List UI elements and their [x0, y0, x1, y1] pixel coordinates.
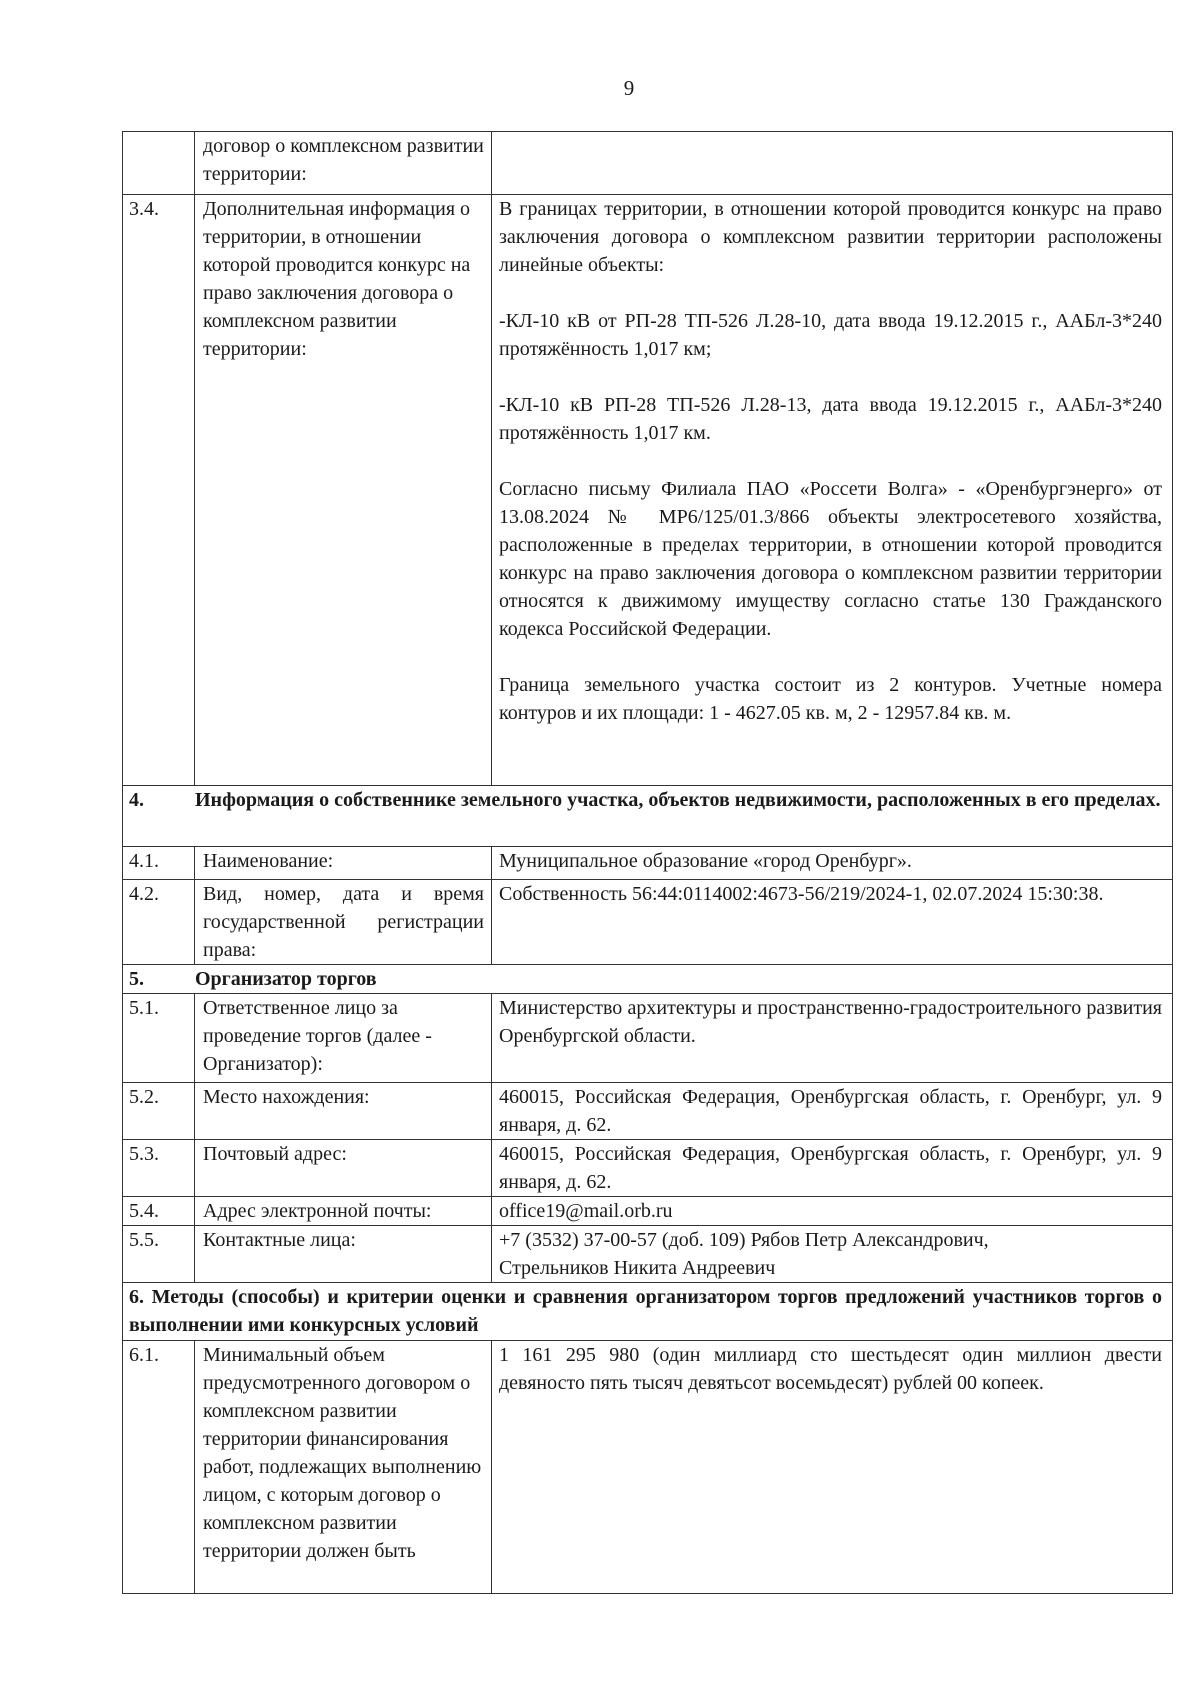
- section-header: [123, 786, 1173, 847]
- paragraph: Согласно письму Филиала ПАО «Россети Волга» - «Оренбургэнерго» от 13.08.2024 № МР6/125/01.3/866 объекты электросетевого хозяйства, расположенные в пределах территории, в отношении которой проводится конкурс на право заключения договора о комплексном развитии территории относятся к движимому имуществу согласно статье 130 Гражданского кодекса Российской Федерации.: [499, 478, 1162, 640]
- row-value: Собственность 56:44:0114002:4673-56/219/2024-1, 02.07.2024 15:30:38.: [492, 880, 1173, 965]
- table-row: [123, 1083, 1173, 1140]
- paragraph: Граница земельного участка состоит из 2 контуров. Учетные номера контуров и их площади: 1 - 4627.05 кв. м, 2 - 12957.84 кв. м.: [499, 674, 1162, 724]
- table-row: [123, 1197, 1173, 1226]
- row-value: 460015, Российская Федерация, Оренбургская область, г. Оренбург, ул. 9 января, д. 62.: [492, 1140, 1173, 1197]
- tender-info-table: [122, 131, 1173, 1594]
- row-number: 4.2.: [123, 880, 195, 965]
- section-number: 5.: [129, 968, 144, 990]
- table-row: [123, 847, 1173, 880]
- paragraph: -КЛ-10 кВ РП-28 ТП-526 Л.28-13, дата ввода 19.12.2015 г., ААБл-3*240 протяжённость 1,017 км.: [499, 394, 1162, 444]
- section-number: 4.: [129, 789, 144, 811]
- section-title: 6. Методы (способы) и критерии оценки и сравнения организатором торгов предложений участников торгов о выполнении ими конкурсных условий: [123, 1283, 1173, 1341]
- row-value: [492, 132, 1173, 195]
- paragraph: -КЛ-10 кВ от РП-28 ТП-526 Л.28-10, дата ввода 19.12.2015 г., ААБл-3*240 протяжённость 1,017 км;: [499, 310, 1162, 360]
- row-number: 5.5.: [123, 1226, 195, 1283]
- row-label: Минимальный объем предусмотренного договором о комплексном развитии территории финансирования работ, подлежащих выполнению лицом, с которым договор о комплексном развитии территории должен быть: [195, 1341, 492, 1594]
- table-row: [123, 880, 1173, 965]
- row-number: 5.1.: [123, 994, 195, 1083]
- row-number: 3.4.: [123, 195, 195, 786]
- row-number: 5.4.: [123, 1197, 195, 1226]
- email-value: office19@mail.orb.ru: [492, 1197, 1173, 1226]
- row-label: Вид, номер, дата и время государственной регистрации права:: [195, 880, 492, 965]
- row-label: Дополнительная информация о территории, в отношении которой проводится конкурс на право заключения договора о комплексном развитии территории:: [195, 195, 492, 786]
- row-label: Наименование:: [195, 847, 492, 880]
- row-label: Адрес электронной почты:: [195, 1197, 492, 1226]
- table-row: [123, 994, 1173, 1083]
- row-number: 5.2.: [123, 1083, 195, 1140]
- row-number: 6.1.: [123, 1341, 195, 1594]
- contact-line: +7 (3532) 37-00-57 (доб. 109) Рябов Петр Александрович,: [499, 1229, 989, 1251]
- row-value: [492, 195, 1173, 786]
- paragraph: В границах территории, в отношении которой проводится конкурс на право заключения договора о комплексном развитии территории расположены линейные объекты:: [499, 198, 1162, 276]
- contact-line: Стрельников Никита Андреевич: [499, 1257, 776, 1279]
- section-header: [123, 965, 1173, 994]
- row-value: [492, 1226, 1173, 1283]
- row-number: 4.1.: [123, 847, 195, 880]
- row-label: Почтовый адрес:: [195, 1140, 492, 1197]
- row-value: Муниципальное образование «город Оренбург».: [492, 847, 1173, 880]
- table-row: [123, 195, 1173, 786]
- section-title: Информация о собственнике земельного участка, объектов недвижимости, расположенных в его пределах.: [195, 789, 1161, 811]
- table-row: [123, 1140, 1173, 1197]
- row-label: Контактные лица:: [195, 1226, 492, 1283]
- row-label: Ответственное лицо за проведение торгов (далее - Организатор):: [195, 994, 492, 1083]
- table-row: [123, 1226, 1173, 1283]
- section-header: [123, 1283, 1173, 1341]
- row-label: договор о комплексном развитии территории:: [195, 132, 492, 195]
- row-value: Министерство архитектуры и пространственно-градостроительного развития Оренбургской области.: [492, 994, 1173, 1083]
- row-number: 5.3.: [123, 1140, 195, 1197]
- table-row: [123, 132, 1173, 195]
- row-value: 460015, Российская Федерация, Оренбургская область, г. Оренбург, ул. 9 января, д. 62.: [492, 1083, 1173, 1140]
- row-label: Место нахождения:: [195, 1083, 492, 1140]
- page-number: 9: [623, 76, 635, 100]
- table-row: [123, 1341, 1173, 1594]
- section-title: Организатор торгов: [195, 968, 377, 990]
- row-value: 1 161 295 980 (один миллиард сто шестьдесят один миллион двести девяносто пять тысяч девятьсот восемьдесят) рублей 00 копеек.: [492, 1341, 1173, 1594]
- row-number: [123, 132, 195, 195]
